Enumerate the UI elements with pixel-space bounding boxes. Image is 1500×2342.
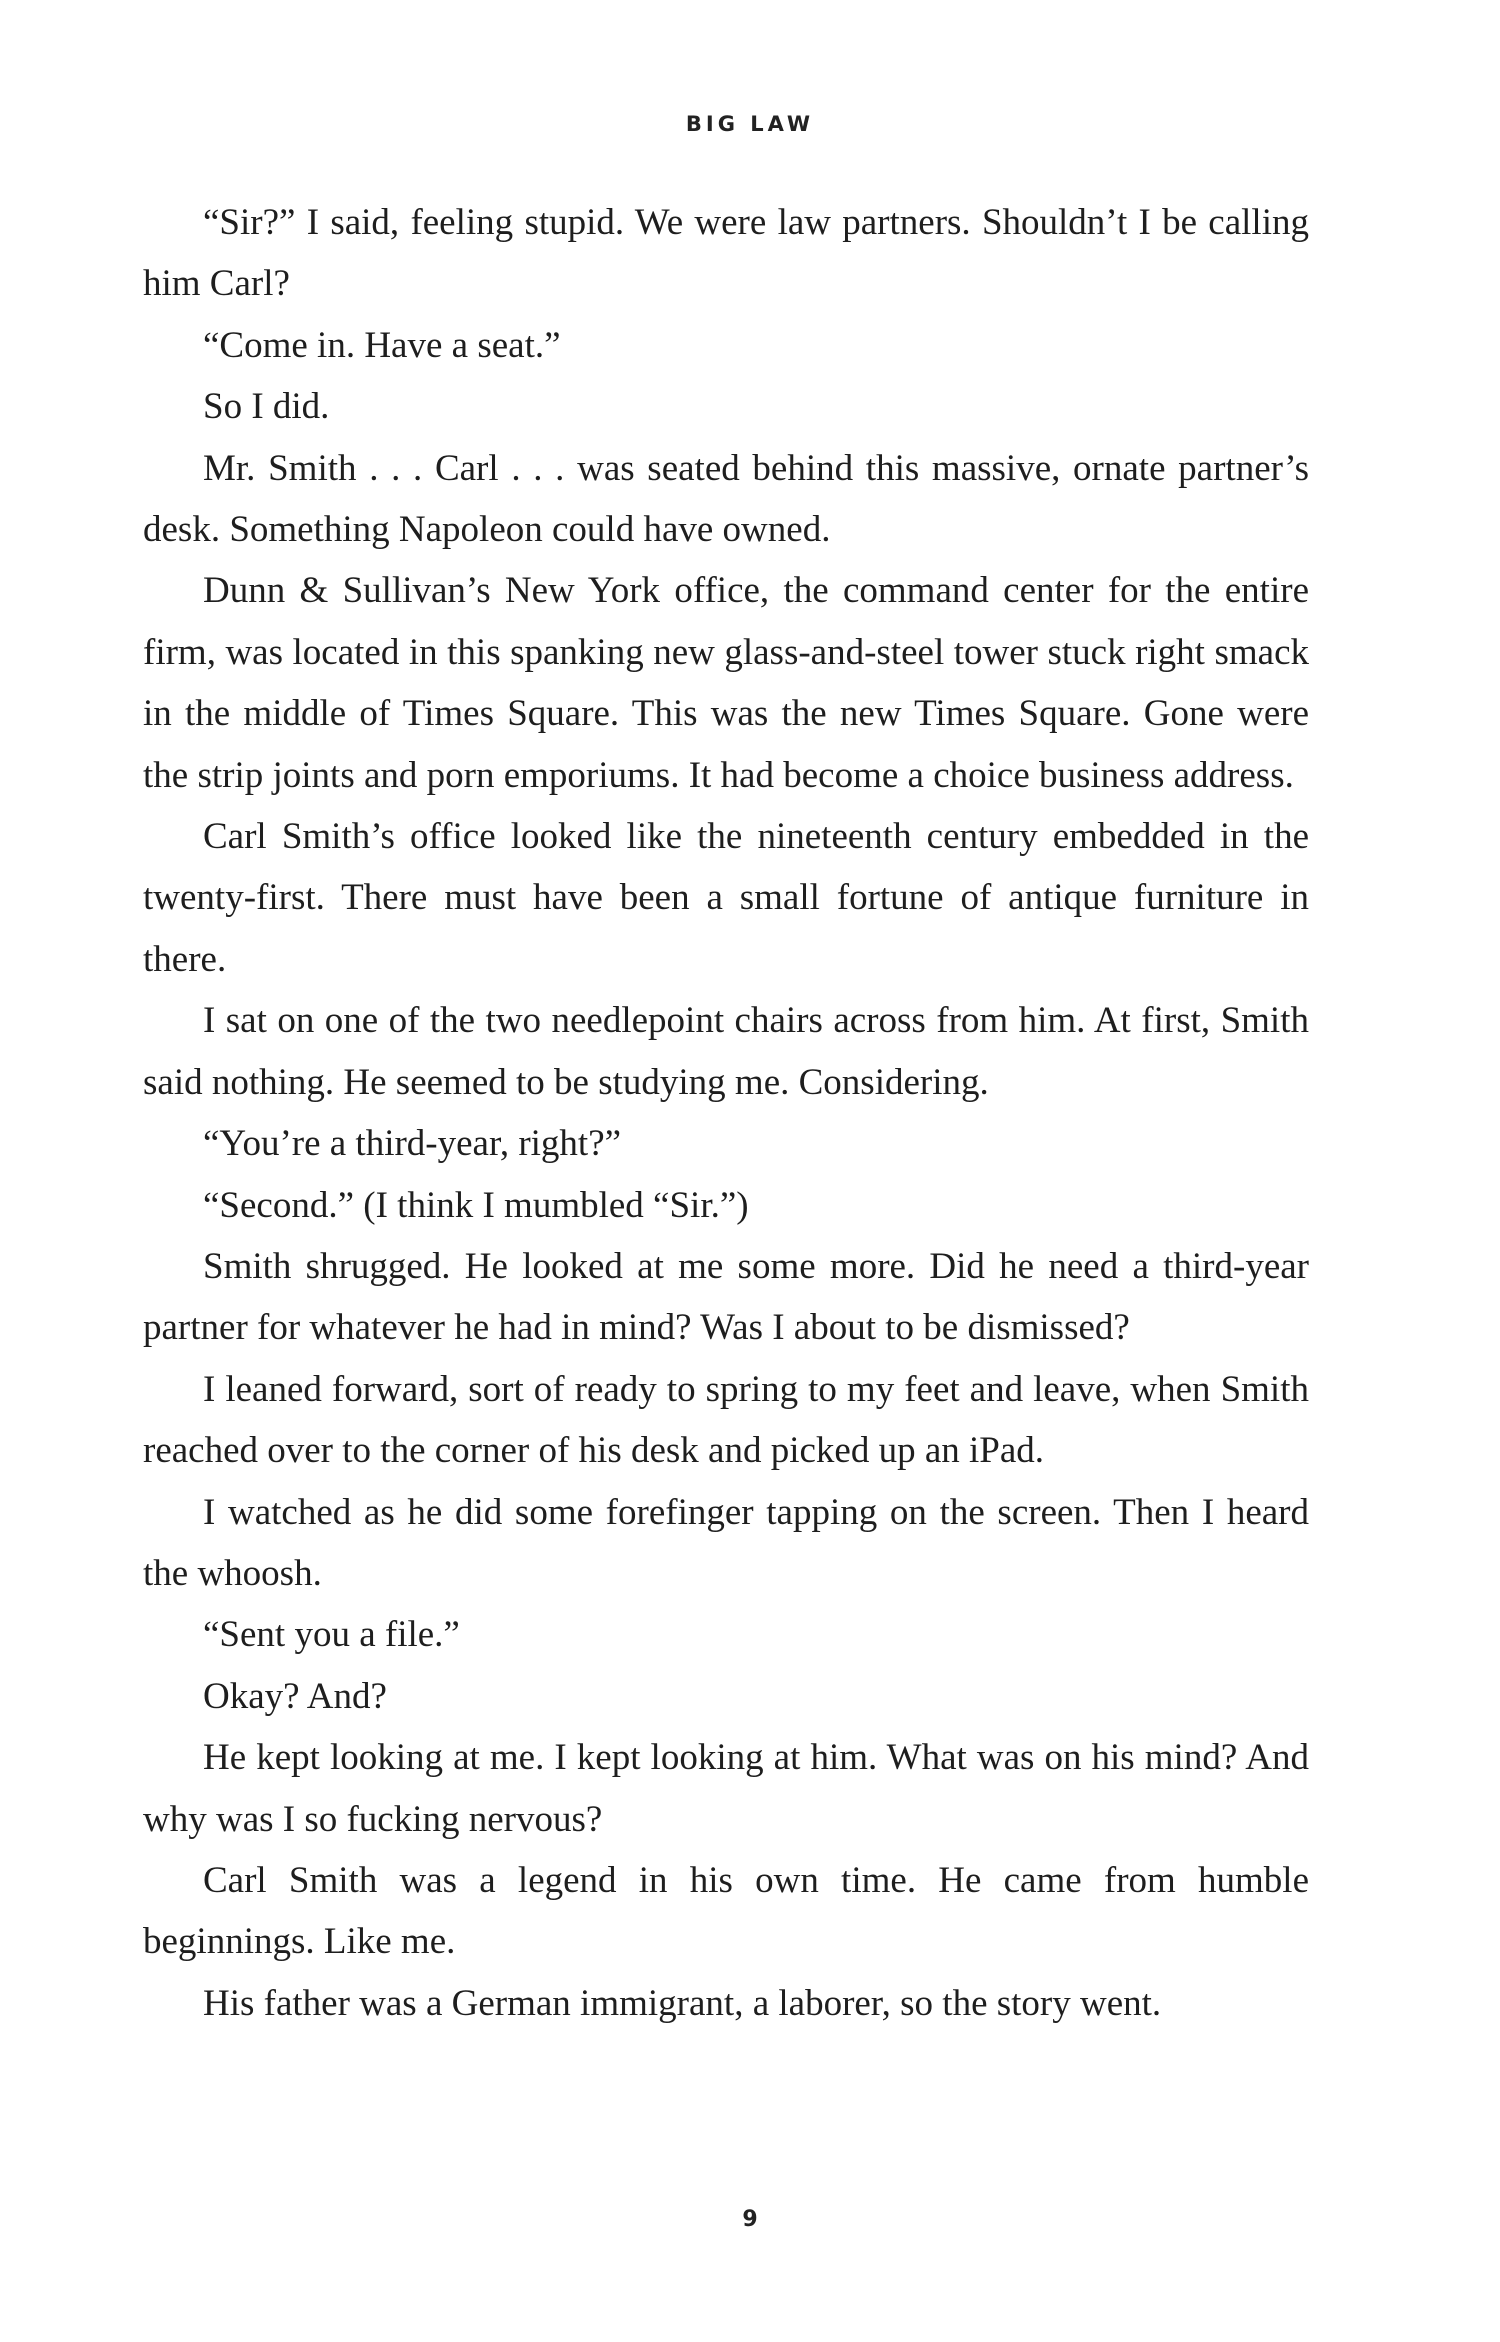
paragraph: Okay? And?	[203, 1675, 387, 1717]
paragraph: Smith shrugged. He looked at me some more. Did he need a third-year partner for whatever he had in mind? Was I about to be dismissed?	[143, 1245, 1309, 1349]
paragraph: His father was a German immigrant, a laborer, so the story went.	[203, 1982, 1162, 2024]
paragraph: Carl Smith’s office looked like the nineteenth century embedded in the twenty-first. There must have been a small fortune of antique furniture in there.	[143, 816, 1309, 980]
paragraph: “You’re a third-year, right?”	[203, 1123, 622, 1165]
paragraph: He kept looking at me. I kept looking at him. What was on his mind? And why was I so fucking nervous?	[143, 1737, 1309, 1840]
paragraph: I leaned forward, sort of ready to spring to my feet and leave, when Smith reached over to the corner of his desk and picked up an iPad.	[143, 1368, 1309, 1472]
paragraph: “Second.” (I think I mumbled “Sir.”)	[203, 1184, 749, 1226]
paragraph: Dunn & Sullivan’s New York office, the command center for the entire firm, was located in this spanking new glass-and-steel tower stuck right smack in the middle of Times Square. This was the new Times Square. Gone were the strip joints and porn emporiums. It had become a choice business address.	[143, 570, 1309, 796]
paragraph: So I did.	[203, 386, 330, 428]
paragraph: “Come in. Have a seat.”	[203, 324, 561, 366]
paragraph: I sat on one of the two needlepoint chairs across from him. At first, Smith said nothing. He seemed to be studying me. Considering.	[143, 1000, 1309, 1103]
paragraph: Carl Smith was a legend in his own time. He came from humble beginnings. Like me.	[143, 1859, 1309, 1963]
page-number: 9	[742, 2207, 758, 2232]
page-body	[143, 192, 1309, 2034]
paragraph: “Sir?” I said, feeling stupid. We were law partners. Shouldn’t I be calling him Carl?	[143, 202, 1309, 305]
paragraph: “Sent you a file.”	[203, 1614, 460, 1656]
running-head: BIG LAW	[685, 112, 815, 136]
paragraph: I watched as he did some forefinger tapping on the screen. Then I heard the whoosh.	[143, 1491, 1309, 1594]
paragraph: Mr. Smith . . . Carl . . . was seated behind this massive, ornate partner’s desk. Something Napoleon could have owned.	[143, 447, 1309, 551]
